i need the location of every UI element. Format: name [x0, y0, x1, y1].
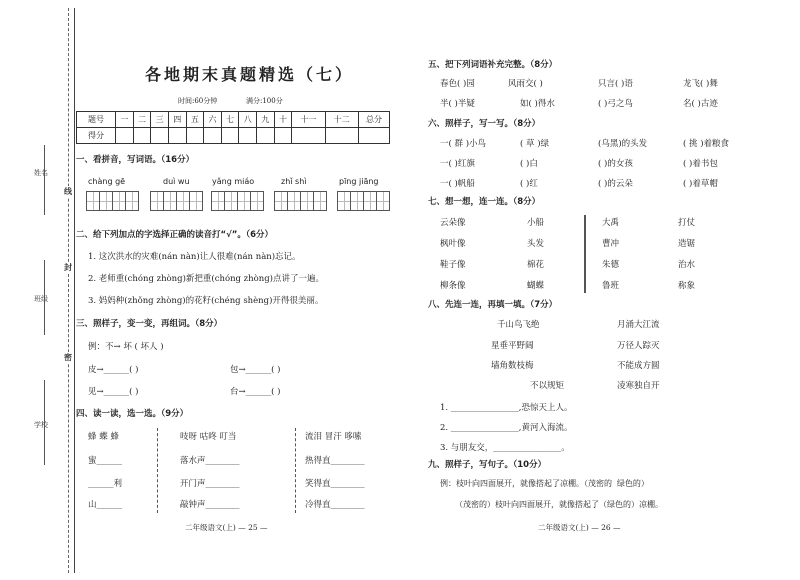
options-col-2: 吱呀 咕咚 叮当 [180, 432, 237, 442]
word-change-item[interactable]: 见→______( ) [88, 387, 139, 397]
school-label: 学校 [34, 421, 48, 429]
fill-item[interactable]: 山______ [88, 500, 123, 510]
writing-grid[interactable] [150, 191, 202, 211]
match-left-item[interactable]: 朱德 [602, 260, 620, 270]
score-input-cell[interactable] [186, 128, 204, 144]
idiom-item[interactable]: 春色( )园 [440, 79, 475, 89]
score-input-cell[interactable] [221, 128, 239, 144]
exam-time: 时间:60分钟 [178, 97, 218, 105]
poem-line-right[interactable]: 月涌大江流 [617, 320, 660, 330]
section-8-heading: 八、先连一连，再填一填。（7分） [428, 300, 558, 310]
score-input-cell[interactable] [151, 128, 169, 144]
poem-fill-item[interactable]: 3. 与朋友交，________________。 [440, 443, 570, 453]
phrase-item[interactable]: ( )着书包 [683, 159, 718, 169]
fill-item[interactable]: 冷得直________ [305, 500, 365, 510]
phrase-item[interactable]: ( )红 [520, 179, 538, 189]
score-cell: 八 [239, 112, 257, 128]
match-left-item[interactable]: 鲁班 [602, 281, 620, 291]
writing-grid[interactable] [337, 191, 389, 211]
pronunciation-item-3: 3. 妈妈种(zhǒng zhòng)的花籽(chéng shèng)开得很美丽。 [88, 296, 324, 306]
fill-item[interactable]: ______利 [88, 479, 123, 489]
score-input-cell[interactable] [116, 128, 134, 144]
fill-item[interactable]: 热得直________ [305, 456, 365, 466]
score-input-cell[interactable] [133, 128, 151, 144]
score-table-score-row [77, 128, 390, 144]
match-left-item[interactable]: 曹冲 [602, 239, 620, 249]
binding-dashed-line [68, 8, 69, 573]
score-cell: 一 [116, 112, 134, 128]
writing-grid[interactable] [274, 191, 326, 211]
exam-full-score: 满分:100分 [246, 97, 283, 105]
match-right-item[interactable]: 棉花 [527, 260, 545, 270]
match-left-item[interactable]: 柳条像 [440, 281, 466, 291]
score-cell: 四 [168, 112, 186, 128]
pinyin-5: pīng jiāng [339, 177, 379, 186]
score-cell: 七 [221, 112, 239, 128]
writing-grid[interactable] [86, 191, 138, 211]
poem-line-left[interactable]: 千山鸟飞绝 [497, 320, 540, 330]
pinyin-2: duì wu [163, 177, 190, 186]
class-underline [44, 260, 45, 335]
fill-item[interactable]: 开门声________ [180, 479, 240, 489]
score-row-label: 得分 [77, 128, 116, 144]
score-input-cell[interactable] [292, 128, 325, 144]
section-7-heading: 七、想一想，连一连。（8分） [428, 197, 541, 207]
class-label: 班级 [34, 295, 48, 303]
mark-line: 线 [64, 186, 72, 196]
score-input-cell[interactable] [325, 128, 358, 144]
phrase-item[interactable]: ( )的女孩 [598, 159, 633, 169]
left-page-footer: 二年级语文(上) — 25 — [185, 523, 268, 532]
score-cell: 六 [204, 112, 222, 128]
fill-item[interactable]: 笑得直________ [305, 479, 365, 489]
match-right-item[interactable]: 头发 [527, 239, 545, 249]
idiom-item[interactable]: ( )弓之鸟 [598, 99, 633, 109]
name-underline [44, 145, 45, 215]
section-6-heading: 六、照样子，写一写。（8分） [428, 119, 541, 129]
school-underline [44, 380, 45, 465]
options-col-3: 流泪 冒汗 哆嗦 [305, 432, 362, 442]
fill-item[interactable]: 敲钟声________ [180, 500, 240, 510]
section-4-heading: 四、读一读，选一选。（9分） [76, 409, 189, 419]
poem-line-right[interactable]: 凌寒独自开 [617, 381, 660, 391]
example-sentence: 例：枝叶向四面展开，就像搭起了凉棚。（茂密的 绿色的） [440, 479, 649, 488]
section-5-heading: 五、把下列词语补充完整。（8分） [428, 60, 558, 70]
match-left-item[interactable]: 枫叶像 [440, 239, 466, 249]
idiom-item[interactable]: 名( )古迹 [683, 99, 718, 109]
poem-line-right[interactable]: 万径人踪灭 [617, 341, 660, 351]
word-change-item[interactable]: 台→______( ) [230, 387, 281, 397]
example-line: 例：不→ 坏 ( 坏人 ) [88, 342, 164, 352]
score-table [76, 111, 390, 144]
idiom-item[interactable]: 风雨交( ) [508, 79, 543, 89]
poem-line-right[interactable]: 不能成方圆 [617, 361, 660, 371]
score-table-header-row [77, 112, 390, 128]
mark-seal: 封 [64, 262, 72, 272]
score-input-cell[interactable] [359, 128, 390, 144]
match-right-item[interactable]: 称象 [678, 281, 696, 291]
phrase-item: ( 挑 )着粮食 [683, 139, 730, 149]
score-cell: 二 [133, 112, 151, 128]
poem-line-left[interactable]: 不以规矩 [530, 381, 565, 391]
section-1-heading: 一、看拼音，写词语。（16分） [76, 155, 195, 165]
fill-item[interactable]: 落水声________ [180, 456, 240, 466]
score-cell: 十二 [325, 112, 358, 128]
pinyin-4: zhǐ shì [281, 177, 307, 186]
name-label: 姓名 [34, 169, 48, 177]
pinyin-1: chàng gē [88, 177, 126, 186]
score-cell: 十 [274, 112, 292, 128]
section-2-heading: 二、给下列加点的字选择正确的读音打“√”。（6分） [76, 230, 274, 240]
column-divider [295, 428, 296, 513]
match-left-item[interactable]: 鞋子像 [440, 260, 466, 270]
section-3-heading: 三、照样子，变一变，再组词。（8分） [76, 319, 223, 329]
idiom-item[interactable]: 龙飞( )舞 [683, 79, 718, 89]
writing-grid[interactable] [211, 191, 263, 211]
pinyin-3: yǎng miáo [212, 177, 255, 186]
match-right-item[interactable]: 造锯 [678, 239, 696, 249]
phrase-item[interactable]: 一( )帆船 [440, 179, 475, 189]
match-right-item[interactable]: 打仗 [678, 218, 696, 228]
options-col-1: 蜂 蝶 蜂 [88, 432, 119, 442]
idiom-item[interactable]: 只言( )语 [598, 79, 633, 89]
score-cell: 九 [257, 112, 275, 128]
score-input-cell[interactable] [204, 128, 222, 144]
column-divider [584, 215, 586, 293]
phrase-item[interactable]: ( )着草帽 [683, 179, 718, 189]
page-title: 各地期末真题精选（七） [145, 65, 355, 84]
match-right-item[interactable]: 小船 [527, 218, 545, 228]
score-cell: 十一 [292, 112, 325, 128]
phrase-item: ( 草 )绿 [520, 139, 550, 149]
poem-fill-item[interactable]: 1. ________________,恐惊天上人。 [440, 403, 573, 413]
phrase-item[interactable]: ( )白 [520, 159, 538, 169]
idiom-item[interactable]: 半( )半疑 [440, 99, 475, 109]
poem-line-left[interactable]: 星垂平野阔 [491, 341, 534, 351]
idiom-item[interactable]: 如( )得水 [520, 99, 555, 109]
match-left-item[interactable]: 大禹 [602, 218, 620, 228]
score-cell: 三 [151, 112, 169, 128]
poem-line-left[interactable]: 墙角数枝梅 [491, 361, 534, 371]
binding-line [74, 8, 75, 573]
score-input-cell[interactable] [168, 128, 186, 144]
pronunciation-item-1: 1. 这次洪水的灾难(nán nàn)让人很难(nán nàn)忘记。 [88, 252, 301, 262]
phrase-item: (乌黑)的头发 [598, 139, 648, 149]
score-cell: 五 [186, 112, 204, 128]
poem-fill-item[interactable]: 2. ________________,黄河入海流。 [440, 423, 573, 433]
example-sentence: （茂密的）枝叶向四面展开，就像搭起了（绿色的）凉棚。 [455, 500, 663, 509]
mark-dense: 密 [64, 352, 72, 362]
match-right-item[interactable]: 治水 [678, 260, 696, 270]
section-9-heading: 九、照样子，写句子。（10分） [428, 460, 547, 470]
phrase-item[interactable]: ( )的云朵 [598, 179, 633, 189]
word-change-item[interactable]: 包→______( ) [230, 365, 281, 375]
score-input-cell[interactable] [274, 128, 292, 144]
score-cell: 总分 [359, 112, 390, 128]
word-change-item[interactable]: 皮→______( ) [88, 365, 139, 375]
score-input-cell[interactable] [257, 128, 275, 144]
phrase-item[interactable]: 一( )红旗 [440, 159, 475, 169]
fill-item[interactable]: 蜜______ [88, 456, 123, 466]
score-input-cell[interactable] [239, 128, 257, 144]
pronunciation-item-2: 2. 老师重(chóng zhòng)新把重(chóng zhòng)点讲了一遍。 [88, 274, 324, 284]
match-left-item[interactable]: 云朵像 [440, 218, 466, 228]
right-page-footer: 二年级语文(上) — 26 — [538, 523, 621, 532]
score-cell: 题号 [77, 112, 116, 128]
column-divider [157, 428, 158, 513]
match-right-item[interactable]: 蝴蝶 [527, 281, 545, 291]
phrase-item: 一( 群 )小鸟 [440, 139, 487, 149]
